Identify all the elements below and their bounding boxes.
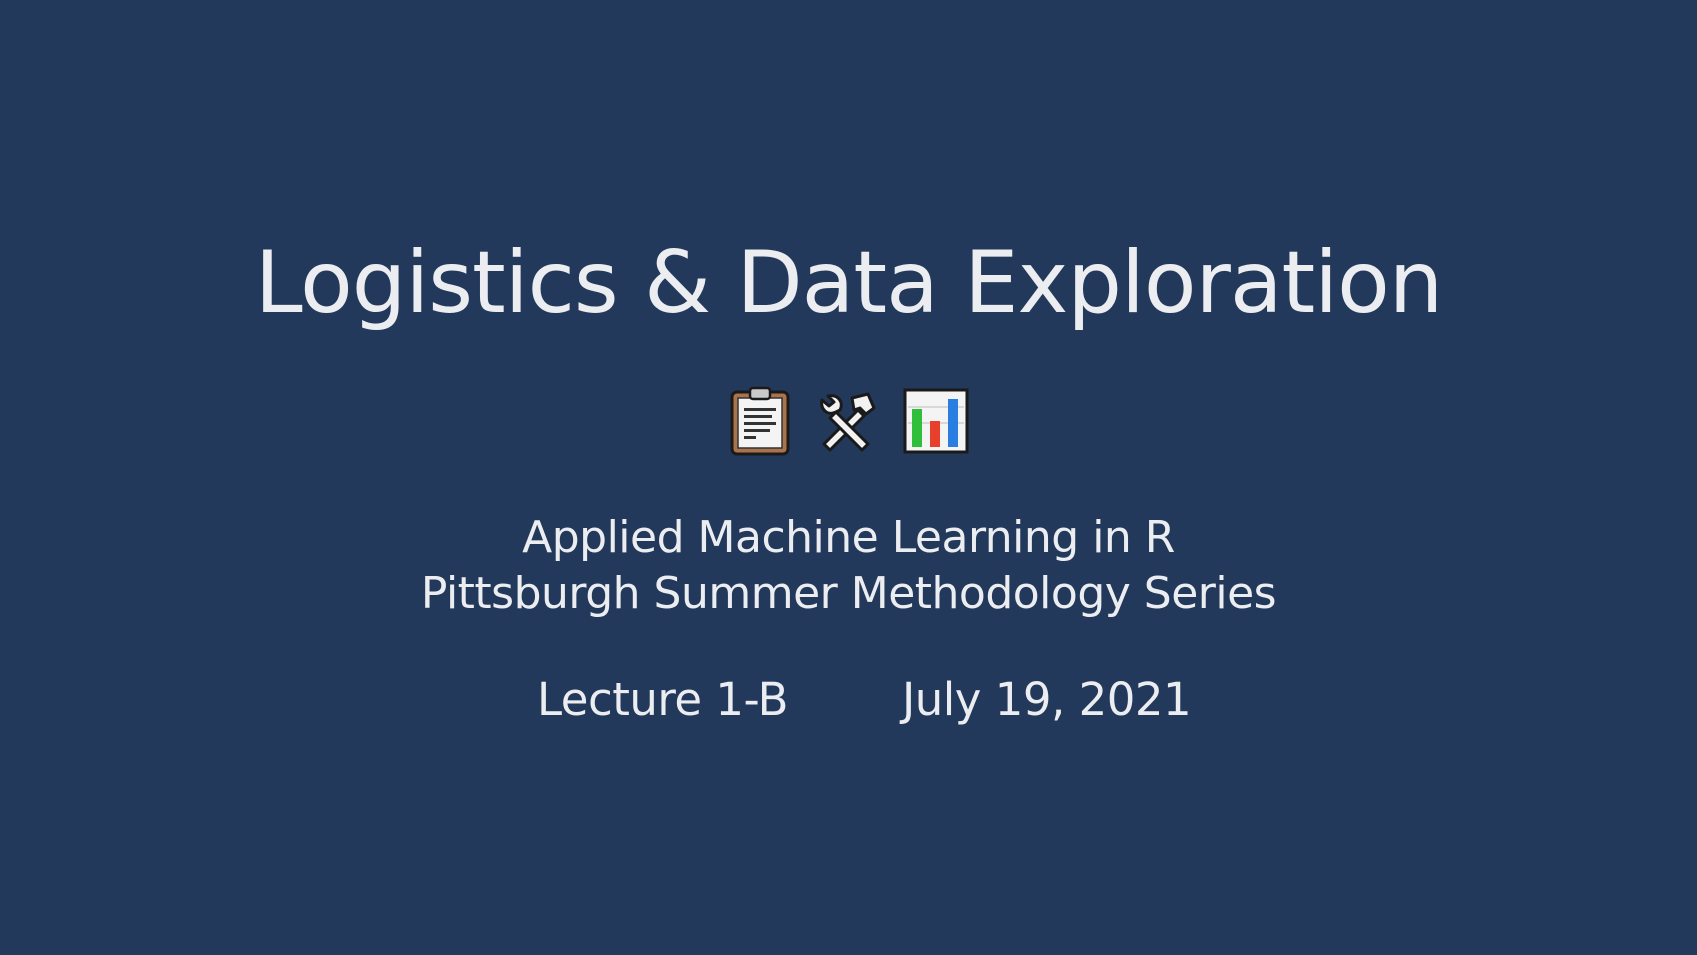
series-name: Pittsburgh Summer Methodology Series xyxy=(420,568,1277,619)
icon-row xyxy=(0,385,1697,457)
lecture-number: Lecture 1-B xyxy=(537,673,789,726)
lecture-date: July 19, 2021 xyxy=(902,673,1192,726)
course-name: Applied Machine Learning in R xyxy=(522,512,1175,563)
bar-chart-icon xyxy=(902,387,970,455)
hammer-and-wrench-icon xyxy=(814,388,880,454)
clipboard-icon xyxy=(728,386,792,456)
slide-title: Logistics & Data Exploration xyxy=(254,233,1443,333)
